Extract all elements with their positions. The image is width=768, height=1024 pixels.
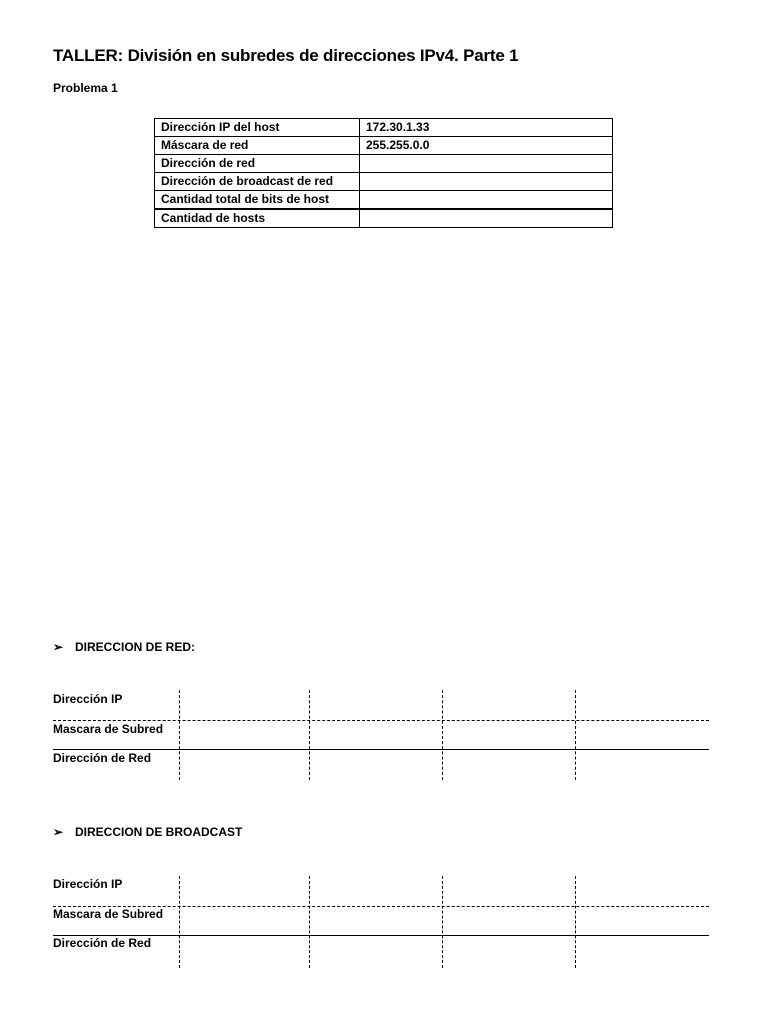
row-value: 172.30.1.33 <box>360 119 613 137</box>
problem-label: Problema 1 <box>53 81 118 95</box>
broadcast-worksheet-grid <box>0 876 768 976</box>
dashed-divider <box>53 906 709 907</box>
dashed-divider <box>53 720 709 721</box>
row-label: Dirección IP del host <box>155 119 360 137</box>
row-label: Cantidad total de bits de host <box>155 191 360 210</box>
arrow-bullet-icon: ➢ <box>53 640 64 654</box>
column-divider <box>309 690 310 780</box>
column-divider <box>575 876 576 968</box>
arrow-bullet-icon: ➢ <box>53 825 64 839</box>
solid-divider <box>53 749 709 750</box>
section-heading-network <box>53 640 195 654</box>
table-row <box>155 137 613 155</box>
table-row <box>155 173 613 191</box>
row-label-mask: Mascara de Subred <box>53 907 164 921</box>
row-value <box>360 191 613 210</box>
section-title: DIRECCION DE RED: <box>75 640 196 654</box>
section-title: DIRECCION DE BROADCAST <box>75 825 243 839</box>
column-divider <box>179 876 180 968</box>
row-label: Máscara de red <box>155 137 360 155</box>
row-label: Dirección de broadcast de red <box>155 173 360 191</box>
column-divider <box>575 690 576 780</box>
row-value <box>360 173 613 191</box>
info-table <box>154 118 613 228</box>
row-label: Cantidad de hosts <box>155 209 360 228</box>
table-row <box>155 191 613 210</box>
column-divider <box>442 876 443 968</box>
row-value: 255.255.0.0 <box>360 137 613 155</box>
row-label-network: Dirección de Red <box>53 751 152 765</box>
network-worksheet-grid <box>0 690 768 790</box>
row-label: Dirección de red <box>155 155 360 173</box>
column-divider <box>179 690 180 780</box>
row-label-ip: Dirección IP <box>53 877 123 891</box>
row-label-ip: Dirección IP <box>53 692 123 706</box>
row-value <box>360 155 613 173</box>
row-value <box>360 209 613 228</box>
table-row <box>155 119 613 137</box>
solid-divider <box>53 935 709 936</box>
section-heading-broadcast <box>53 825 242 839</box>
column-divider <box>309 876 310 968</box>
row-label-mask: Mascara de Subred <box>53 722 164 736</box>
table-row <box>155 155 613 173</box>
column-divider <box>442 690 443 780</box>
table-row <box>155 209 613 228</box>
row-label-network: Dirección de Red <box>53 936 152 950</box>
document-title: TALLER: División en subredes de direcciones IPv4. Parte 1 <box>53 46 519 65</box>
